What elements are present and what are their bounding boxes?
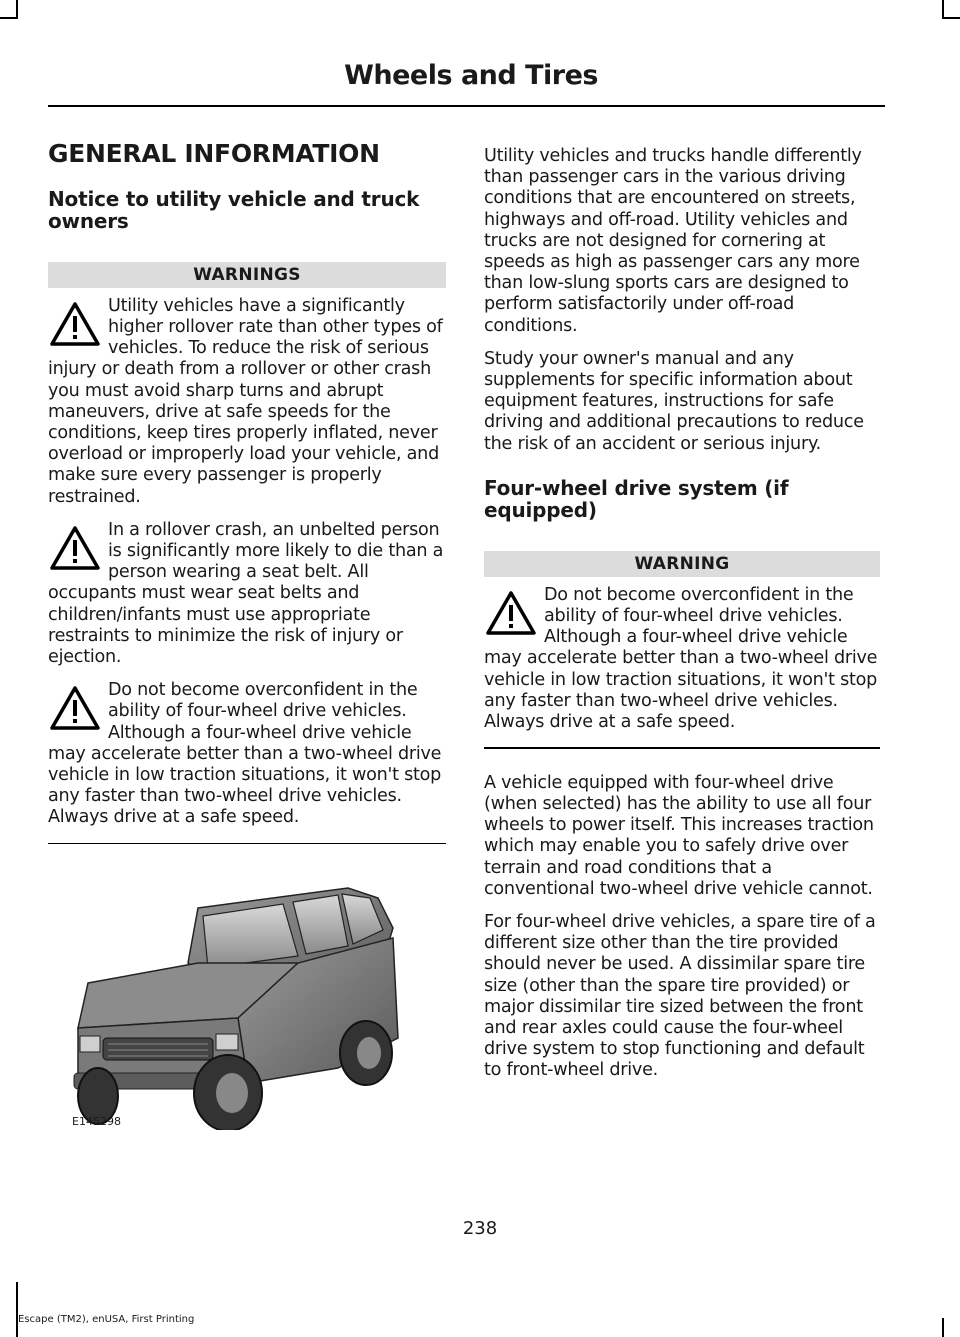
vehicle-illustration — [48, 868, 446, 1130]
subheading-utility-notice: Notice to utility vehicle and truck owners — [48, 186, 420, 233]
warning-item — [48, 520, 446, 668]
crop-mark — [16, 1282, 18, 1337]
warning-item — [48, 680, 446, 828]
section-heading: GENERAL INFORMATION — [48, 139, 380, 168]
page-title: Wheels and Tires — [344, 60, 598, 91]
warning-triangle-icon — [484, 587, 538, 643]
warning-end-divider — [484, 747, 880, 749]
warning-label: WARNING — [484, 551, 880, 577]
warning-text: Do not become overconfident in the ability of four-wheel drive vehicles. Although a four-wheel drive vehicle may accelerate better than a two-wheel drive vehicle in low traction situations, it won't stop any faster than two-wheel drive vehicles. Always drive at a safe speed. — [48, 680, 442, 828]
paragraph: Study your owner's manual and any supplements for specific information about equipment features, instructions for safe driving and additional precautions to reduce the risk of an accident or serious injury. — [484, 348, 864, 454]
paragraph: Utility vehicles and trucks handle differently than passenger cars in the various driving conditions that are encountered on streets, highways and off-road. Utility vehicles and trucks are not designed for cornering at speeds as high as passenger cars any more than low-slung sports cars are designed to perform satisfactorily under off-road conditions. — [484, 146, 862, 336]
crop-mark — [942, 17, 960, 19]
paragraph: For four-wheel drive vehicles, a spare tire of a different size other than the tire provided should never be used. A dissimilar spare tire size (other than the spare tire provided) or major dissimilar tire sized between the front and rear axles could cause the four-wheel drive system to stop functioning and default to front-wheel drive. — [484, 911, 876, 1081]
warnings-label: WARNINGS — [48, 262, 446, 288]
page-number: 238 — [462, 1218, 498, 1239]
left-column — [48, 140, 446, 1130]
warning-end-divider — [48, 843, 446, 845]
illustration-id: E145298 — [72, 1115, 121, 1129]
right-column — [484, 146, 880, 1094]
warning-text: Utility vehicles have a significantly higher rollover rate than other types of vehicles. To reduce the risk of serious injury or death from a rollover or other crash you must avoid sharp turns and abrupt maneuvers, drive at safe speeds for the conditions, keep tires properly inflated, never overload or improperly load your vehicle, and make sure every passenger is properly restrained. — [48, 295, 443, 507]
warning-text: Do not become overconfident in the ability of four-wheel drive vehicles. Although a four-wheel drive vehicle may accelerate better than a two-wheel drive vehicle in low traction situations, it won't stop any faster than two-wheel drive vehicles. Always drive at a safe speed. — [484, 584, 878, 733]
subheading-4wd: Four-wheel drive system (if equipped) — [484, 475, 789, 522]
footer-text: Escape (TM2), enUSA, First Printing — [18, 1314, 195, 1325]
suv-illustration — [48, 868, 446, 1130]
title-divider — [48, 105, 885, 107]
warning-item — [484, 585, 880, 733]
crop-mark — [0, 17, 18, 19]
warning-triangle-icon — [48, 298, 102, 354]
warning-text: In a rollover crash, an unbelted person is significantly more likely to die than a person wearing a seat belt. All occupants must wear seat belts and children/infants must use appropriate restraints to minimize the risk of injury or ejection. — [48, 519, 444, 667]
crop-mark — [16, 0, 18, 18]
paragraph: A vehicle equipped with four-wheel drive (when selected) has the ability to use all four wheels to power itself. This increases traction which may enable you to safely drive over terrain and road conditions that a conventional two-wheel drive vehicle cannot. — [484, 772, 874, 899]
crop-mark — [942, 0, 944, 18]
warning-item — [48, 296, 446, 508]
crop-mark — [942, 1318, 944, 1337]
warning-triangle-icon — [48, 522, 102, 578]
warning-triangle-icon — [48, 682, 102, 738]
